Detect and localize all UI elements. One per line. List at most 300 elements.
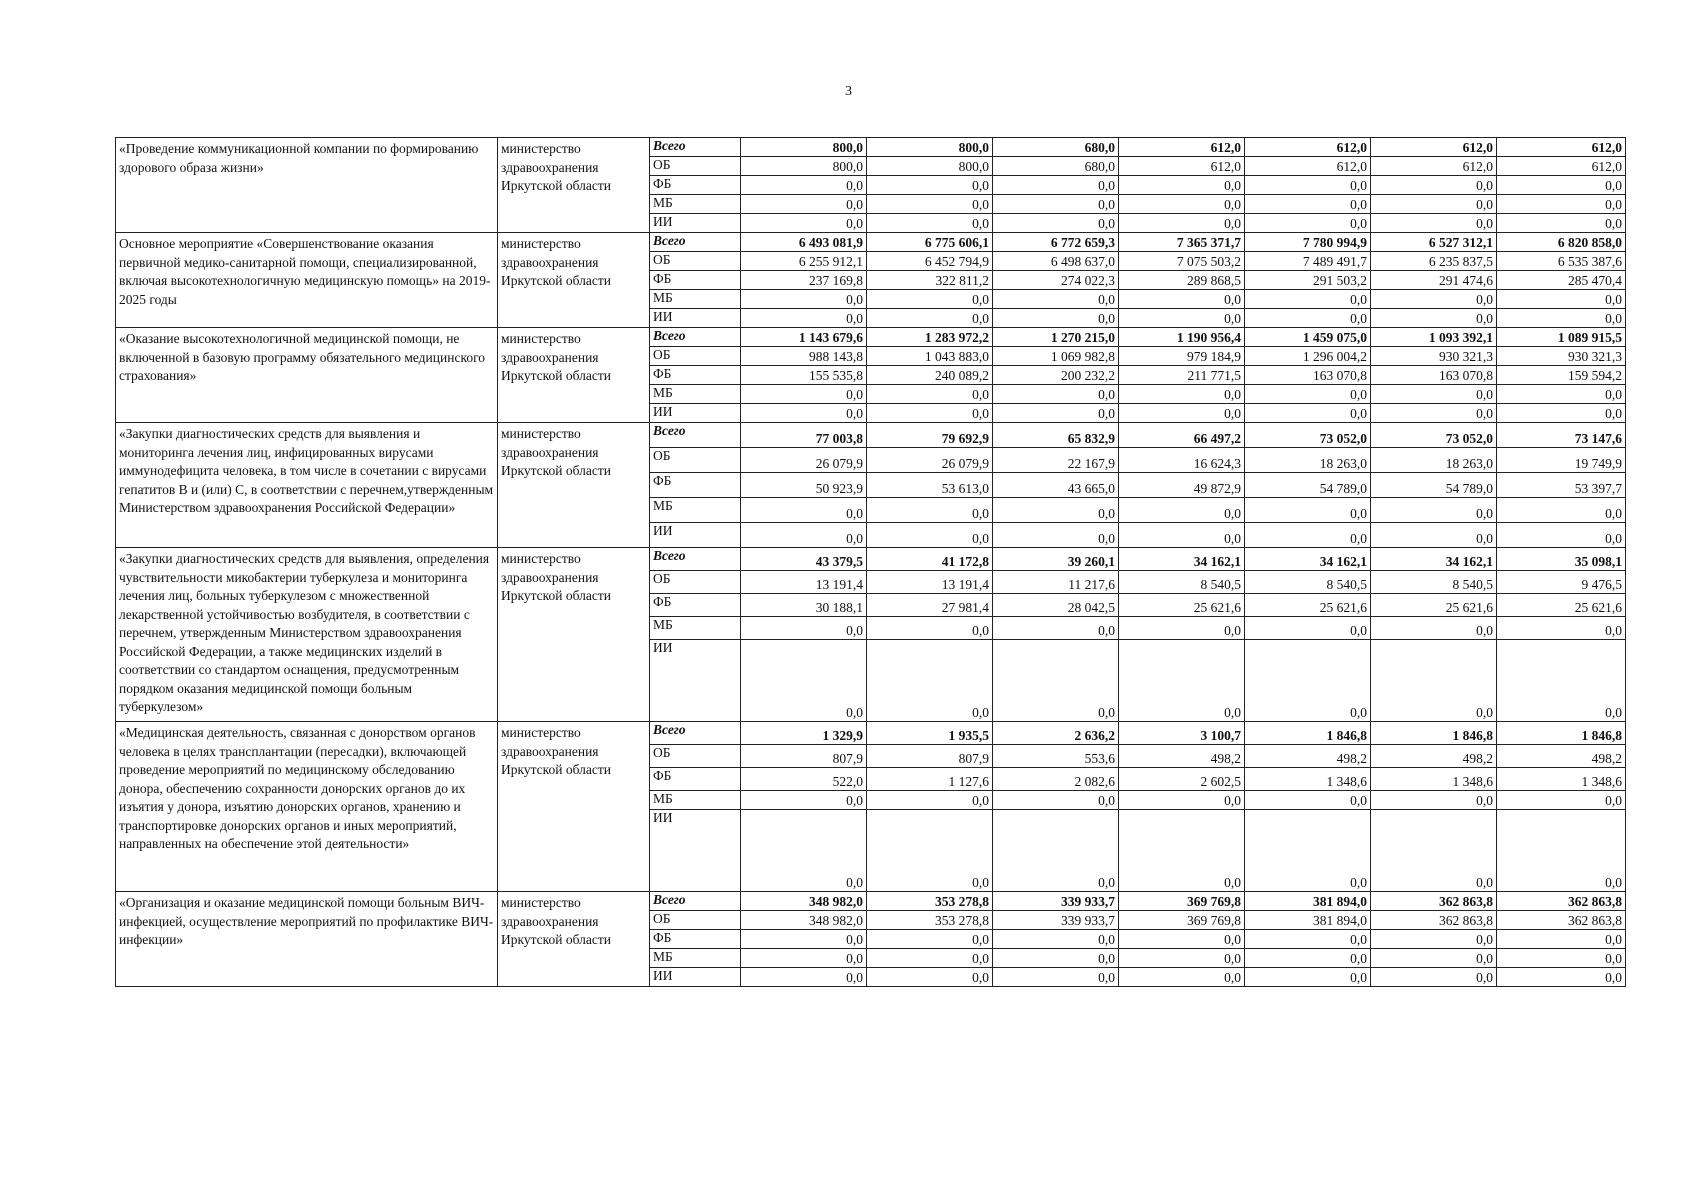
amount-cell: 0,0 [993,791,1119,810]
funding-source: МБ [650,949,741,968]
funding-source: ИИ [650,404,741,423]
activity-name: «Оказание высокотехнологичной медицинской помощи, не включенной в базовую программу обязательного медицинского страхования» [116,328,498,423]
amount-cell: 0,0 [867,640,993,722]
amount-cell: 0,0 [741,523,867,548]
amount-cell: 1 846,8 [1371,722,1497,745]
amount-cell: 34 162,1 [1245,548,1371,571]
amount-cell: 237 169,8 [741,271,867,290]
amount-cell: 30 188,1 [741,594,867,617]
amount-cell: 362 863,8 [1497,911,1626,930]
amount-cell: 155 535,8 [741,366,867,385]
funding-source: Всего [650,138,741,157]
table-row [116,892,1626,911]
amount-cell: 211 771,5 [1119,366,1245,385]
amount-cell: 1 069 982,8 [993,347,1119,366]
amount-cell: 0,0 [867,498,993,523]
amount-cell: 0,0 [1245,195,1371,214]
amount-cell: 2 602,5 [1119,768,1245,791]
amount-cell: 0,0 [1245,385,1371,404]
amount-cell: 322 811,2 [867,271,993,290]
amount-cell: 0,0 [1119,195,1245,214]
amount-cell: 0,0 [741,810,867,892]
amount-cell: 348 982,0 [741,911,867,930]
amount-cell: 0,0 [1119,290,1245,309]
amount-cell: 163 070,8 [1371,366,1497,385]
amount-cell: 353 278,8 [867,911,993,930]
amount-cell: 2 082,6 [993,768,1119,791]
amount-cell: 0,0 [867,195,993,214]
activity-name: «Проведение коммуникационной компании по формированию здорового образа жизни» [116,138,498,233]
amount-cell: 26 079,9 [867,448,993,473]
amount-cell: 27 981,4 [867,594,993,617]
amount-cell: 0,0 [1497,309,1626,328]
amount-cell: 0,0 [1371,290,1497,309]
amount-cell: 0,0 [741,949,867,968]
amount-cell: 54 789,0 [1245,473,1371,498]
activity-name: Основное мероприятие «Совершенствование оказания первичной медико-санитарной помощи, специализированной, включая высокотехнологичную медицинскую помощь» на 2019-2025 годы [116,233,498,328]
funding-source: ОБ [650,252,741,271]
amount-cell: 553,6 [993,745,1119,768]
funding-source: ФБ [650,473,741,498]
funding-source: ИИ [650,214,741,233]
executor-cell: министерство здравоохранения Иркутской области [498,722,650,892]
amount-cell: 1 143 679,6 [741,328,867,347]
amount-cell: 0,0 [741,290,867,309]
amount-cell: 0,0 [741,195,867,214]
amount-cell: 0,0 [1245,498,1371,523]
amount-cell: 0,0 [1371,930,1497,949]
amount-cell: 0,0 [1371,195,1497,214]
amount-cell: 0,0 [867,617,993,640]
amount-cell: 0,0 [1245,309,1371,328]
amount-cell: 73 052,0 [1245,423,1371,448]
amount-cell: 159 594,2 [1497,366,1626,385]
amount-cell: 0,0 [1371,640,1497,722]
amount-cell: 0,0 [1497,791,1626,810]
amount-cell: 35 098,1 [1497,548,1626,571]
amount-cell: 0,0 [741,385,867,404]
amount-cell: 0,0 [1245,176,1371,195]
amount-cell: 612,0 [1245,138,1371,157]
table-row [116,138,1626,157]
table-row [116,722,1626,745]
amount-cell: 612,0 [1497,157,1626,176]
funding-source: ФБ [650,271,741,290]
amount-cell: 0,0 [1497,968,1626,987]
funding-source: МБ [650,195,741,214]
amount-cell: 240 089,2 [867,366,993,385]
amount-cell: 680,0 [993,157,1119,176]
amount-cell: 26 079,9 [741,448,867,473]
amount-cell: 1 043 883,0 [867,347,993,366]
amount-cell: 522,0 [741,768,867,791]
amount-cell: 369 769,8 [1119,911,1245,930]
amount-cell: 6 235 837,5 [1371,252,1497,271]
amount-cell: 0,0 [1245,810,1371,892]
executor-cell: министерство здравоохранения Иркутской области [498,423,650,548]
funding-source: ОБ [650,571,741,594]
amount-cell: 369 769,8 [1119,892,1245,911]
amount-cell: 0,0 [1371,968,1497,987]
amount-cell: 8 540,5 [1119,571,1245,594]
funding-source: МБ [650,498,741,523]
amount-cell: 0,0 [993,195,1119,214]
funding-source: ИИ [650,523,741,548]
amount-cell: 0,0 [1119,309,1245,328]
funding-source: ОБ [650,157,741,176]
amount-cell: 362 863,8 [1371,892,1497,911]
amount-cell: 25 621,6 [1497,594,1626,617]
amount-cell: 0,0 [1119,791,1245,810]
amount-cell: 7 365 371,7 [1119,233,1245,252]
funding-source: Всего [650,423,741,448]
funding-source: ОБ [650,911,741,930]
amount-cell: 1 093 392,1 [1371,328,1497,347]
amount-cell: 0,0 [1371,385,1497,404]
amount-cell: 807,9 [741,745,867,768]
amount-cell: 0,0 [867,791,993,810]
amount-cell: 0,0 [867,309,993,328]
amount-cell: 0,0 [1119,968,1245,987]
amount-cell: 1 296 004,2 [1245,347,1371,366]
amount-cell: 0,0 [1245,290,1371,309]
amount-cell: 18 263,0 [1371,448,1497,473]
amount-cell: 1 270 215,0 [993,328,1119,347]
amount-cell: 0,0 [741,498,867,523]
amount-cell: 0,0 [1119,214,1245,233]
amount-cell: 0,0 [867,949,993,968]
amount-cell: 0,0 [1245,523,1371,548]
amount-cell: 362 863,8 [1371,911,1497,930]
amount-cell: 73 052,0 [1371,423,1497,448]
amount-cell: 800,0 [867,138,993,157]
table-row [116,233,1626,252]
amount-cell: 353 278,8 [867,892,993,911]
amount-cell: 291 474,6 [1371,271,1497,290]
amount-cell: 0,0 [867,214,993,233]
amount-cell: 0,0 [1119,523,1245,548]
amount-cell: 79 692,9 [867,423,993,448]
amount-cell: 6 820 858,0 [1497,233,1626,252]
amount-cell: 19 749,9 [1497,448,1626,473]
table-row [116,548,1626,571]
amount-cell: 0,0 [867,523,993,548]
amount-cell: 0,0 [867,385,993,404]
amount-cell: 0,0 [1245,949,1371,968]
amount-cell: 0,0 [1497,404,1626,423]
amount-cell: 6 498 637,0 [993,252,1119,271]
amount-cell: 50 923,9 [741,473,867,498]
amount-cell: 7 489 491,7 [1245,252,1371,271]
amount-cell: 0,0 [1497,930,1626,949]
amount-cell: 1 935,5 [867,722,993,745]
amount-cell: 0,0 [993,498,1119,523]
amount-cell: 0,0 [867,176,993,195]
amount-cell: 0,0 [1497,290,1626,309]
amount-cell: 612,0 [1497,138,1626,157]
amount-cell: 0,0 [1245,404,1371,423]
amount-cell: 1 348,6 [1497,768,1626,791]
amount-cell: 0,0 [1119,810,1245,892]
funding-source: Всего [650,328,741,347]
funding-source: МБ [650,290,741,309]
amount-cell: 0,0 [1497,176,1626,195]
amount-cell: 6 527 312,1 [1371,233,1497,252]
amount-cell: 807,9 [867,745,993,768]
amount-cell: 612,0 [1119,138,1245,157]
amount-cell: 1 329,9 [741,722,867,745]
amount-cell: 0,0 [741,968,867,987]
amount-cell: 285 470,4 [1497,271,1626,290]
amount-cell: 0,0 [1371,309,1497,328]
amount-cell: 0,0 [867,404,993,423]
amount-cell: 53 613,0 [867,473,993,498]
amount-cell: 0,0 [1119,498,1245,523]
amount-cell: 0,0 [993,214,1119,233]
amount-cell: 291 503,2 [1245,271,1371,290]
amount-cell: 680,0 [993,138,1119,157]
amount-cell: 7 780 994,9 [1245,233,1371,252]
amount-cell: 0,0 [741,640,867,722]
executor-cell: министерство здравоохранения Иркутской области [498,138,650,233]
amount-cell: 0,0 [1119,176,1245,195]
funding-source: Всего [650,892,741,911]
amount-cell: 0,0 [1497,523,1626,548]
amount-cell: 274 022,3 [993,271,1119,290]
amount-cell: 34 162,1 [1371,548,1497,571]
amount-cell: 0,0 [1245,930,1371,949]
amount-cell: 612,0 [1245,157,1371,176]
table-row [116,423,1626,448]
funding-source: ФБ [650,930,741,949]
amount-cell: 28 042,5 [993,594,1119,617]
amount-cell: 498,2 [1497,745,1626,768]
amount-cell: 25 621,6 [1371,594,1497,617]
amount-cell: 3 100,7 [1119,722,1245,745]
amount-cell: 16 624,3 [1119,448,1245,473]
amount-cell: 0,0 [993,523,1119,548]
executor-cell: министерство здравоохранения Иркутской области [498,233,650,328]
amount-cell: 65 832,9 [993,423,1119,448]
amount-cell: 0,0 [993,309,1119,328]
amount-cell: 800,0 [867,157,993,176]
amount-cell: 0,0 [1245,791,1371,810]
amount-cell: 988 143,8 [741,347,867,366]
amount-cell: 0,0 [1497,640,1626,722]
amount-cell: 800,0 [741,157,867,176]
funding-source: Всего [650,722,741,745]
amount-cell: 0,0 [741,214,867,233]
amount-cell: 1 089 915,5 [1497,328,1626,347]
amount-cell: 0,0 [1119,949,1245,968]
amount-cell: 1 348,6 [1245,768,1371,791]
amount-cell: 289 868,5 [1119,271,1245,290]
budget-table-body [116,138,1626,987]
activity-name: «Организация и оказание медицинской помощи больным ВИЧ-инфекцией, осуществление мероприятий по профилактике ВИЧ-инфекции» [116,892,498,987]
amount-cell: 0,0 [993,404,1119,423]
amount-cell: 34 162,1 [1119,548,1245,571]
amount-cell: 0,0 [741,176,867,195]
amount-cell: 498,2 [1245,745,1371,768]
amount-cell: 43 379,5 [741,548,867,571]
funding-source: Всего [650,548,741,571]
amount-cell: 41 172,8 [867,548,993,571]
activity-name: «Медицинская деятельность, связанная с донорством органов человека в целях трансплантации (пересадки), включающей проведение мероприятий по медицинскому обследованию донора, обеспечению сохранности донорских органов до их изъятия у донора, изъятию донорских органов, хранению и транспортировке донорских органов и иных мероприятий, направленных на обеспечение этой деятельности» [116,722,498,892]
amount-cell: 0,0 [741,617,867,640]
executor-cell: министерство здравоохранения Иркутской области [498,328,650,423]
amount-cell: 6 255 912,1 [741,252,867,271]
funding-source: ФБ [650,768,741,791]
amount-cell: 0,0 [993,290,1119,309]
page-number: 3 [845,84,852,99]
funding-source: Всего [650,233,741,252]
amount-cell: 0,0 [1497,498,1626,523]
amount-cell: 0,0 [1497,214,1626,233]
executor-cell: министерство здравоохранения Иркутской области [498,548,650,722]
amount-cell: 0,0 [741,404,867,423]
amount-cell: 0,0 [867,290,993,309]
amount-cell: 6 452 794,9 [867,252,993,271]
amount-cell: 0,0 [867,810,993,892]
amount-cell: 0,0 [1119,385,1245,404]
amount-cell: 339 933,7 [993,911,1119,930]
amount-cell: 0,0 [993,930,1119,949]
amount-cell: 0,0 [1371,617,1497,640]
amount-cell: 200 232,2 [993,366,1119,385]
amount-cell: 348 982,0 [741,892,867,911]
amount-cell: 0,0 [867,930,993,949]
amount-cell: 13 191,4 [867,571,993,594]
amount-cell: 0,0 [1497,810,1626,892]
funding-source: МБ [650,791,741,810]
amount-cell: 11 217,6 [993,571,1119,594]
amount-cell: 381 894,0 [1245,892,1371,911]
amount-cell: 0,0 [1245,640,1371,722]
amount-cell: 6 493 081,9 [741,233,867,252]
amount-cell: 8 540,5 [1245,571,1371,594]
amount-cell: 381 894,0 [1245,911,1371,930]
funding-source: МБ [650,385,741,404]
table-row [116,328,1626,347]
amount-cell: 0,0 [867,968,993,987]
amount-cell: 22 167,9 [993,448,1119,473]
funding-source: ОБ [650,745,741,768]
amount-cell: 0,0 [1119,640,1245,722]
amount-cell: 18 263,0 [1245,448,1371,473]
activity-name: «Закупки диагностических средств для выявления, определения чувствительности микобактерии туберкулеза и мониторинга лечения лиц, больных туберкулезом с множественной лекарственной устойчивостью возбудителя, в соответствии с перечнем, утвержденным Министерством здравоохранения Российской Федерации, а также медицинских изделий в соответствии со стандартом оснащения, предусмотренным порядком оказания медицинской помощи больным туберкулезом» [116,548,498,722]
amount-cell: 1 459 075,0 [1245,328,1371,347]
amount-cell: 77 003,8 [741,423,867,448]
amount-cell: 1 348,6 [1371,768,1497,791]
amount-cell: 498,2 [1119,745,1245,768]
amount-cell: 0,0 [1371,498,1497,523]
amount-cell: 53 397,7 [1497,473,1626,498]
amount-cell: 0,0 [1371,949,1497,968]
amount-cell: 1 846,8 [1245,722,1371,745]
amount-cell: 0,0 [1245,968,1371,987]
funding-source: ОБ [650,347,741,366]
amount-cell: 25 621,6 [1119,594,1245,617]
amount-cell: 0,0 [1371,176,1497,195]
amount-cell: 9 476,5 [1497,571,1626,594]
amount-cell: 8 540,5 [1371,571,1497,594]
funding-source: ФБ [650,176,741,195]
amount-cell: 0,0 [1371,791,1497,810]
amount-cell: 66 497,2 [1119,423,1245,448]
amount-cell: 2 636,2 [993,722,1119,745]
activity-name: «Закупки диагностических средств для выявления и мониторинга лечения лиц, инфицированных вирусами иммунодефицита человека, в том числе в сочетании с вирусами гепатитов В и (или) С, в соответствии с перечнем,утвержденным Министерством здравоохранения Российской Федерации» [116,423,498,548]
amount-cell: 498,2 [1371,745,1497,768]
amount-cell: 6 775 606,1 [867,233,993,252]
amount-cell: 6 535 387,6 [1497,252,1626,271]
amount-cell: 362 863,8 [1497,892,1626,911]
amount-cell: 0,0 [993,385,1119,404]
amount-cell: 1 190 956,4 [1119,328,1245,347]
amount-cell: 13 191,4 [741,571,867,594]
amount-cell: 43 665,0 [993,473,1119,498]
amount-cell: 0,0 [1497,617,1626,640]
amount-cell: 25 621,6 [1245,594,1371,617]
amount-cell: 0,0 [993,640,1119,722]
amount-cell: 0,0 [1497,949,1626,968]
amount-cell: 0,0 [1371,810,1497,892]
amount-cell: 0,0 [741,930,867,949]
funding-source: ИИ [650,640,741,722]
amount-cell: 0,0 [1371,404,1497,423]
amount-cell: 54 789,0 [1371,473,1497,498]
amount-cell: 0,0 [1245,214,1371,233]
funding-source: ФБ [650,366,741,385]
amount-cell: 0,0 [1119,930,1245,949]
amount-cell: 0,0 [1497,195,1626,214]
amount-cell: 0,0 [1119,404,1245,423]
budget-table [115,137,1626,987]
amount-cell: 0,0 [993,949,1119,968]
amount-cell: 0,0 [741,309,867,328]
executor-cell: министерство здравоохранения Иркутской области [498,892,650,987]
funding-source: ФБ [650,594,741,617]
amount-cell: 6 772 659,3 [993,233,1119,252]
amount-cell: 1 846,8 [1497,722,1626,745]
funding-source: МБ [650,617,741,640]
amount-cell: 0,0 [993,617,1119,640]
amount-cell: 0,0 [993,968,1119,987]
funding-source: ИИ [650,810,741,892]
funding-source: ОБ [650,448,741,473]
amount-cell: 930 321,3 [1497,347,1626,366]
amount-cell: 7 075 503,2 [1119,252,1245,271]
amount-cell: 73 147,6 [1497,423,1626,448]
funding-source: ИИ [650,968,741,987]
amount-cell: 0,0 [1497,385,1626,404]
amount-cell: 800,0 [741,138,867,157]
amount-cell: 930 321,3 [1371,347,1497,366]
amount-cell: 0,0 [993,176,1119,195]
amount-cell: 0,0 [993,810,1119,892]
amount-cell: 612,0 [1119,157,1245,176]
amount-cell: 163 070,8 [1245,366,1371,385]
amount-cell: 612,0 [1371,138,1497,157]
amount-cell: 0,0 [1119,617,1245,640]
amount-cell: 39 260,1 [993,548,1119,571]
amount-cell: 0,0 [1371,214,1497,233]
amount-cell: 339 933,7 [993,892,1119,911]
amount-cell: 979 184,9 [1119,347,1245,366]
amount-cell: 1 283 972,2 [867,328,993,347]
amount-cell: 612,0 [1371,157,1497,176]
amount-cell: 0,0 [1245,617,1371,640]
amount-cell: 1 127,6 [867,768,993,791]
